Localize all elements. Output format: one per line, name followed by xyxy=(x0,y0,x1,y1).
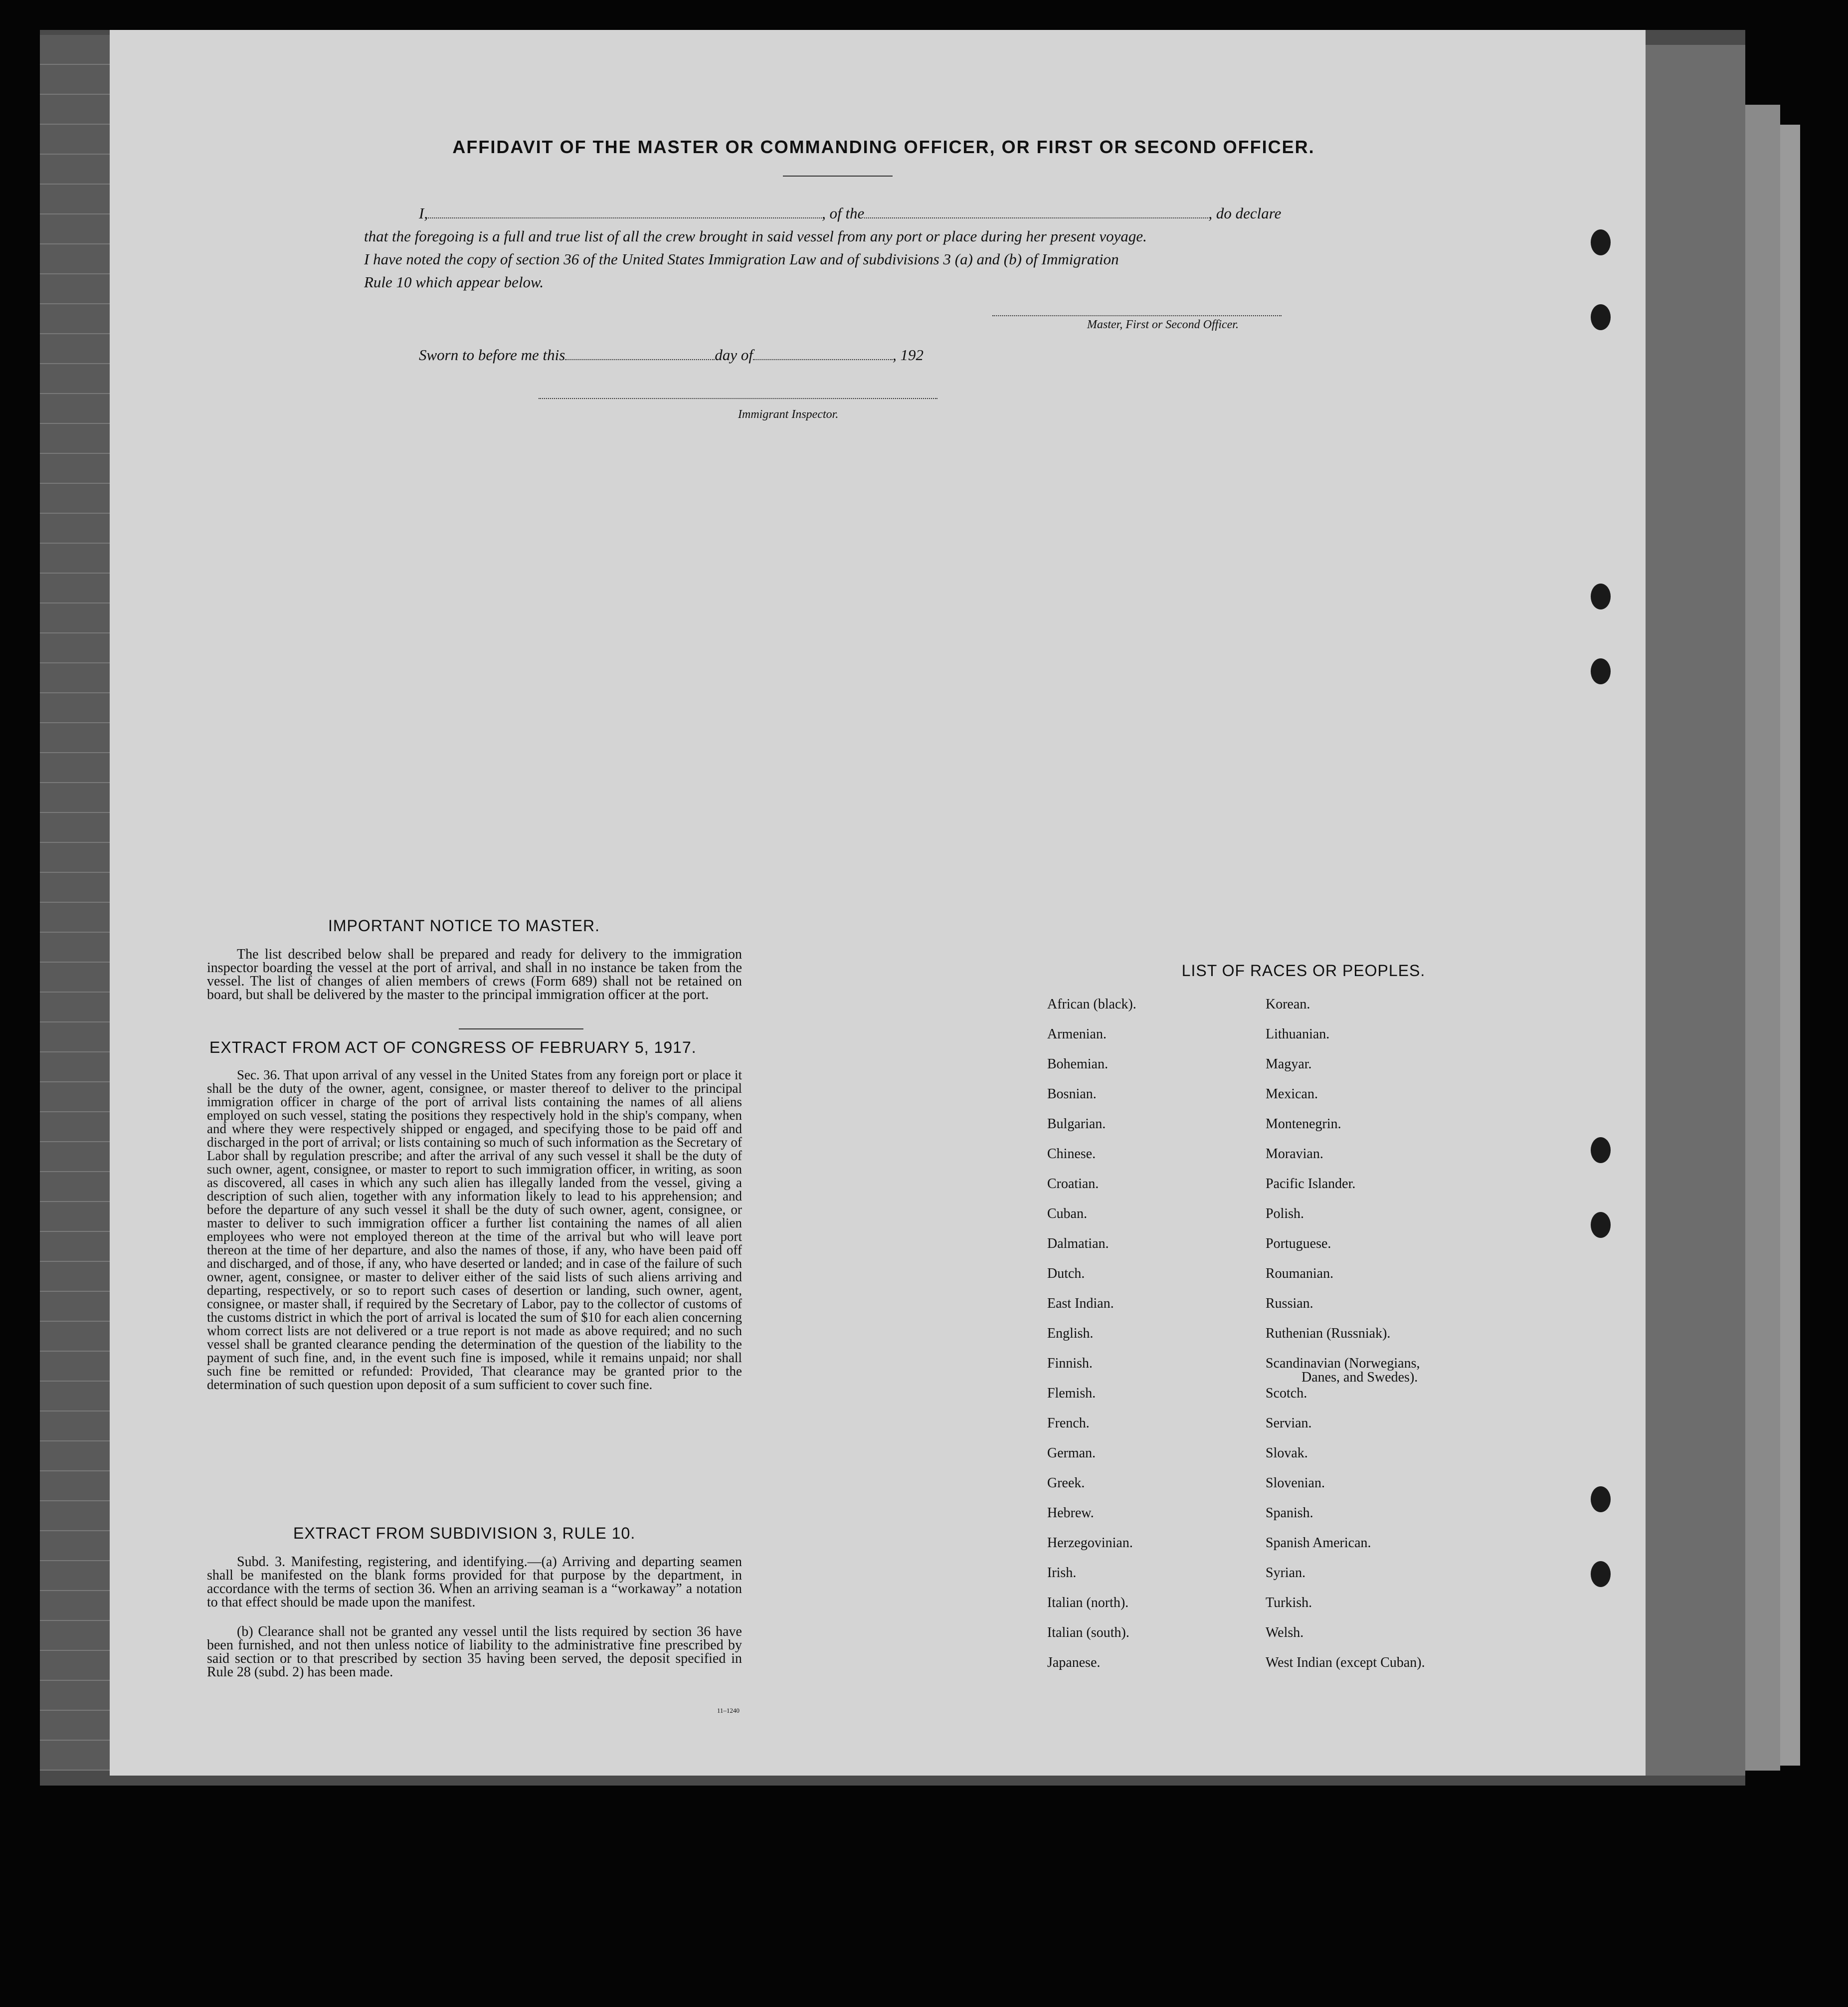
races-column-1 xyxy=(1047,998,1136,1686)
punch-hole xyxy=(1591,1486,1611,1512)
race-item: Armenian. xyxy=(1047,1026,1107,1042)
race-item: Pacific Islander. xyxy=(1266,1176,1356,1192)
affidavit-of-the: , of the xyxy=(822,204,865,222)
race-item: Irish. xyxy=(1047,1565,1077,1581)
rule-extract-title: EXTRACT FROM SUBDIVISION 3, RULE 10. xyxy=(293,1524,636,1542)
act-extract-body: Sec. 36. That upon arrival of any vessel in the United States from any foreign port or place it shall be the duty of the owner, agent, consignee, or master thereof to deliver to the principal immigration officer in charge of the port of arrival lists containing the names of all aliens employed on such vessel, stating the positions they respectively hold in the ship's company, when and where they were respectively shipped or engaged, and specifying those to be paid off and discharged in the port of arrival; or lists containing so much of such information as the Secretary of Labor shall by regulation prescribe; and after the arrival of any such vessel it shall be the duty of such owner, agent, consignee, or master to report to such immigration officer, in writing, as soon as discovered, all cases in which any such alien has illegally landed from the vessel, giving a description of such alien, together with any information likely to lead to his apprehension; and before the departure of any such vessel it shall be the duty of such owner, agent, consignee, or master to deliver to such immigration officer a further list containing the names of all alien employees who were not employed thereon at the time of the arrival but who will leave port thereon at the time of her departure, and also the names of those, if any, who have been paid off and discharged, and of those, if any, who have deserted or landed; and in case of the failure of such owner, agent, consignee, or master to deliver either of the said lists of such aliens arriving and departing, respectively, or so to report such cases of desertion or landing, such owner, agent, consignee, or master shall, if required by the Secretary of Labor, pay to the collector of customs of the customs district in which the port of arrival is located the sum of $10 for each alien concerning whom correct lists are not delivered or a true report is not made as above required; and no such vessel shall be granted clearance pending the determination of the question of the liability to the payment of such fine, and, in the event such fine is imposed, while it remains unpaid; nor shall such fine be remitted or refunded: Provided, That clearance may be granted prior to the determination of such question upon deposit of a sum sufficient to cover such fine. xyxy=(207,1067,742,1392)
punch-hole xyxy=(1591,584,1611,609)
affidavit-declare: , do declare xyxy=(1208,204,1282,222)
races-title: LIST OF RACES OR PEOPLES. xyxy=(1181,962,1426,980)
race-item: Bohemian. xyxy=(1047,1056,1109,1072)
background-sheet-edge xyxy=(1780,125,1800,1766)
affidavit-line-3: I have noted the copy of section 36 of the United States Immigration Law and of subdivisions 3 (a) and (b) of Immigration xyxy=(364,250,1119,268)
race-item: Welsh. xyxy=(1266,1625,1304,1640)
race-item: German. xyxy=(1047,1445,1096,1461)
race-item: Greek. xyxy=(1047,1475,1085,1491)
affidavit-line-1 xyxy=(419,204,1281,222)
race-item: Turkish. xyxy=(1266,1595,1312,1610)
officer-signature-label: Master, First or Second Officer. xyxy=(1087,318,1239,331)
race-item: Portuguese. xyxy=(1266,1236,1331,1251)
race-item: Spanish American. xyxy=(1266,1535,1371,1551)
divider xyxy=(783,176,893,177)
sworn-day-of: day of xyxy=(715,346,753,364)
race-item: Slovak. xyxy=(1266,1445,1308,1461)
sworn-line xyxy=(419,346,924,364)
race-item: Korean. xyxy=(1266,997,1310,1012)
race-item: Moravian. xyxy=(1266,1146,1323,1162)
race-item: Russian. xyxy=(1266,1296,1313,1311)
race-item: Servian. xyxy=(1266,1415,1312,1431)
form-number: 11–1240 xyxy=(717,1707,740,1714)
punch-hole xyxy=(1591,1212,1611,1238)
race-item: English. xyxy=(1047,1326,1094,1341)
sworn-month-blank xyxy=(753,357,893,360)
affidavit-line-2: that the foregoing is a full and true list of all the crew brought in said vessel from any port or place during her present voyage. xyxy=(364,227,1147,245)
affidavit-title: AFFIDAVIT OF THE MASTER OR COMMANDING OFFICER, OR FIRST OR SECOND OFFICER. xyxy=(452,137,1315,157)
punch-hole xyxy=(1591,229,1611,255)
race-item: Hebrew. xyxy=(1047,1505,1094,1521)
race-item: Ruthenian (Russniak). xyxy=(1266,1326,1391,1341)
name-blank xyxy=(428,215,822,218)
race-item: Cuban. xyxy=(1047,1206,1088,1221)
race-item: Dalmatian. xyxy=(1047,1236,1109,1251)
background-sheet-edge xyxy=(1745,105,1780,1771)
race-item: Bulgarian. xyxy=(1047,1116,1106,1132)
notice-body: The list described below shall be prepared and ready for delivery to the immigration inspector boarding the vessel at the port of arrival, and shall in no instance be taken from the vessel. The list of changes of alien members of crews (Form 689) shall not be retained on board, but shall be delivered by the master to the principal immigration officer at the port. xyxy=(207,947,742,1003)
left-ledger-strip xyxy=(40,35,110,1771)
punch-hole xyxy=(1591,304,1611,330)
officer-signature-line xyxy=(992,315,1282,316)
race-item: Italian (south). xyxy=(1047,1625,1129,1640)
races-column-2 xyxy=(1266,998,1425,1686)
race-item: Flemish. xyxy=(1047,1386,1096,1401)
document-page xyxy=(110,30,1646,1776)
punch-hole xyxy=(1591,1137,1611,1163)
sworn-day-blank xyxy=(565,357,715,360)
race-item: Mexican. xyxy=(1266,1086,1318,1102)
vessel-blank xyxy=(864,215,1208,218)
sworn-prefix: Sworn to before me this xyxy=(419,346,565,364)
race-item: African (black). xyxy=(1047,997,1136,1012)
race-item: East Indian. xyxy=(1047,1296,1114,1311)
background-sheet-edge xyxy=(1636,45,1745,1776)
race-item: Syrian. xyxy=(1266,1565,1306,1581)
race-item: Spanish. xyxy=(1266,1505,1313,1521)
race-item: Bosnian. xyxy=(1047,1086,1097,1102)
inspector-signature-line xyxy=(539,398,937,399)
race-item: Magyar. xyxy=(1266,1056,1312,1072)
race-item: Herzegovinian. xyxy=(1047,1535,1133,1551)
race-item: Italian (north). xyxy=(1047,1595,1129,1610)
sworn-year: , 192 xyxy=(892,346,924,364)
affidavit-line-4: Rule 10 which appear below. xyxy=(364,273,544,291)
rule-extract-para-a: Subd. 3. Manifesting, registering, and identifying.—(a) Arriving and departing seamen shall be manifested on the blank forms provided for that purpose by the department, in accordance with the terms of section 36. When an arriving seaman is a “workaway” a notation to that effect should be made upon the manifest. xyxy=(207,1554,742,1610)
race-item: Chinese. xyxy=(1047,1146,1096,1162)
act-extract-title: EXTRACT FROM ACT OF CONGRESS OF FEBRUARY 5, 1917. xyxy=(209,1038,697,1056)
race-item: Roumanian. xyxy=(1266,1266,1334,1281)
race-item: Montenegrin. xyxy=(1266,1116,1341,1132)
race-item: French. xyxy=(1047,1415,1090,1431)
race-item: Polish. xyxy=(1266,1206,1304,1221)
punch-hole xyxy=(1591,658,1611,684)
race-item: Scandinavian (Norwegians, Danes, and Swedes). xyxy=(1266,1356,1420,1385)
race-item: Dutch. xyxy=(1047,1266,1085,1281)
race-item: West Indian (except Cuban). xyxy=(1266,1655,1425,1670)
inspector-signature-label: Immigrant Inspector. xyxy=(738,408,839,421)
race-item: Croatian. xyxy=(1047,1176,1099,1192)
race-item: Finnish. xyxy=(1047,1356,1093,1371)
divider xyxy=(459,1028,583,1029)
punch-hole xyxy=(1591,1561,1611,1587)
notice-title: IMPORTANT NOTICE TO MASTER. xyxy=(328,917,600,935)
affidavit-i: I, xyxy=(419,204,428,222)
rule-extract-para-b: (b) Clearance shall not be granted any vessel until the lists required by section 36 have been furnished, and not then unless notice of liability to the administrative fine prescribed by said section or to that prescribed by section 35 having been served, the deposit specified in Rule 28 (subd. 2) has been made. xyxy=(207,1624,742,1680)
race-item: Japanese. xyxy=(1047,1655,1101,1670)
race-item: Slovenian. xyxy=(1266,1475,1325,1491)
race-item: Scotch. xyxy=(1266,1386,1307,1401)
race-item: Lithuanian. xyxy=(1266,1026,1330,1042)
